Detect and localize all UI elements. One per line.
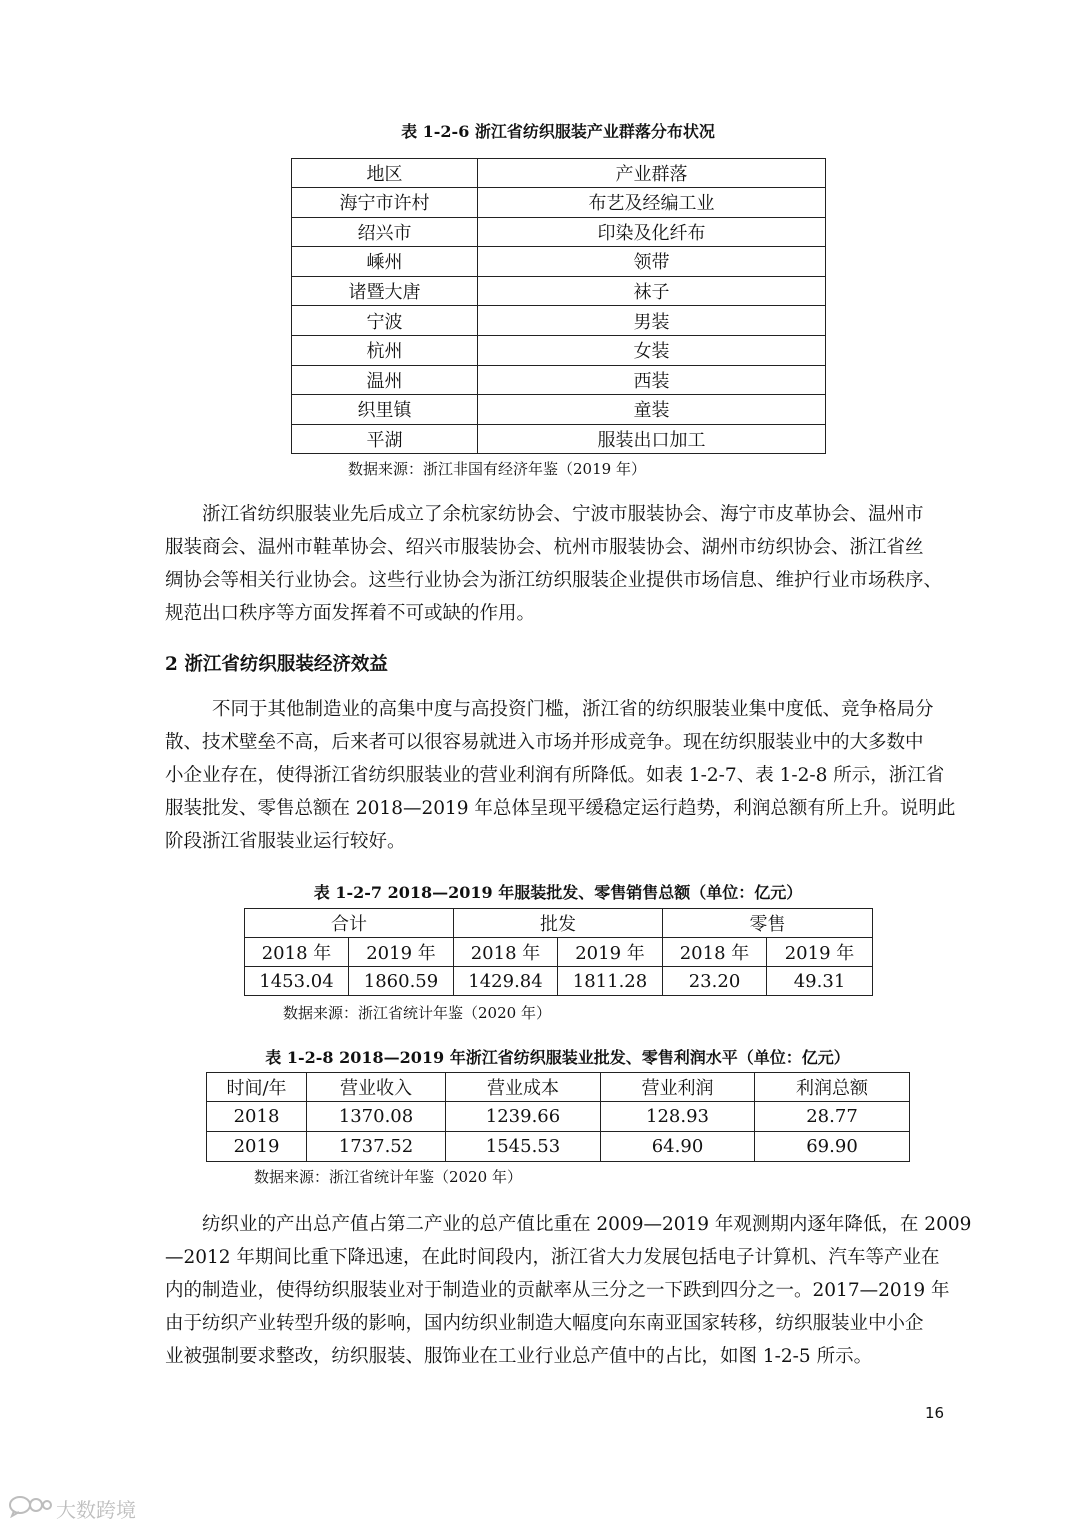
table1-cell: 宁波: [292, 306, 478, 336]
table2-cell: 23.20: [663, 967, 767, 996]
table2-group-header: 零售: [663, 909, 873, 938]
table3-caption: 表 1-2-8 2018—2019 年浙江省纺织服装业批发、零售利润水平（单位：亿元）: [265, 1048, 850, 1067]
table2-cell: 1429.84: [454, 967, 558, 996]
table1-cell: 诸暨大唐: [292, 276, 478, 306]
table2-group-header: 批发: [454, 909, 663, 938]
table2-year-header: 2018 年: [663, 938, 767, 967]
text-line: 服装批发、零售总额在 2018—2019 年总体呈现平缓稳定运行趋势，利润总额有所上升。说明此: [165, 798, 956, 819]
table1-cell: 女装: [478, 335, 826, 365]
paragraph-economic-benefit: [165, 693, 956, 858]
text-line: 内的制造业，使得纺织服装业对于制造业的贡献率从三分之一下跌到四分之一。2017—2019 年: [165, 1280, 950, 1301]
table2-cell: 1453.04: [245, 967, 349, 996]
table3-cell: 64.90: [601, 1132, 755, 1162]
text-line: —2012 年期间比重下降迅速，在此时间段内，浙江省大力发展包括电子计算机、汽车等产业在: [165, 1247, 940, 1268]
table1-caption: 表 1-2-6 浙江省纺织服装产业群落分布状况: [401, 122, 715, 141]
text-line: 阶段浙江省服装业运行较好。: [165, 831, 406, 852]
page-number: 16: [925, 1404, 945, 1422]
table3-header: 利润总额: [755, 1073, 910, 1102]
paragraph-output-share: [165, 1208, 972, 1373]
text-line: 浙江省纺织服装业先后成立了余杭家纺协会、宁波市服装协会、海宁市皮革协会、温州市: [202, 504, 924, 525]
table1-source: 数据来源：浙江非国有经济年鉴（2019 年）: [348, 460, 646, 478]
table3-cell: 128.93: [601, 1102, 755, 1132]
table3-header: 营业收入: [307, 1073, 446, 1102]
table3-cell: 1370.08: [307, 1102, 446, 1132]
table1-cell: 绍兴市: [292, 217, 478, 247]
table1-cell: 杭州: [292, 335, 478, 365]
table3-cell: 28.77: [755, 1102, 910, 1132]
table3-cell: 2019: [207, 1132, 307, 1162]
table2-cell: 49.31: [767, 967, 873, 996]
table1-cell: 海宁市许村: [292, 188, 478, 218]
text-line: 不同于其他制造业的高集中度与高投资门槛，浙江省的纺织服装业集中度低、竞争格局分: [212, 699, 934, 720]
text-line: 散、技术壁垒不高，后来者可以很容易就进入市场并形成竞争。现在纺织服装业中的大多数中: [165, 732, 924, 753]
table1-cell: 温州: [292, 365, 478, 395]
text-line: 小企业存在，使得浙江省纺织服装业的营业利润有所降低。如表 1-2-7、表 1-2-8 所示，浙江省: [165, 765, 945, 786]
table1-cell: 童装: [478, 395, 826, 425]
chat-bubble-icon: [8, 1494, 52, 1523]
text-line: 业被强制要求整改，纺织服装、服饰业在工业行业总产值中的占比，如图 1-2-5 所示。: [165, 1346, 873, 1367]
table2-year-header: 2018 年: [245, 938, 349, 967]
table2-year-header: 2018 年: [454, 938, 558, 967]
section-heading: 2 浙江省纺织服装经济效益: [165, 654, 388, 675]
text-line: 服装商会、温州市鞋革协会、绍兴市服装协会、杭州市服装协会、湖州市纺织协会、浙江省丝: [165, 537, 924, 558]
table2-cell: 1860.59: [349, 967, 454, 996]
table1-cell: 西装: [478, 365, 826, 395]
table1-cell: 嵊州: [292, 247, 478, 277]
watermark: [8, 1494, 136, 1523]
table3-profit-levels: [206, 1072, 910, 1162]
text-line: 绸协会等相关行业协会。这些行业协会为浙江纺织服装企业提供市场信息、维护行业市场秩序、: [165, 570, 943, 591]
paragraph-associations: [165, 498, 950, 630]
table3-cell: 1239.66: [446, 1102, 601, 1132]
table3-header: 时间/年: [207, 1073, 307, 1102]
table3-cell: 1545.53: [446, 1132, 601, 1162]
table2-cell: 1811.28: [558, 967, 663, 996]
text-line: 纺织业的产出总产值占第二产业的总产值比重在 2009—2019 年观测期内逐年降低，在 2009: [202, 1214, 972, 1235]
table3-cell: 2018: [207, 1102, 307, 1132]
table2-sales-totals: [244, 908, 873, 996]
table2-caption: 表 1-2-7 2018—2019 年服装批发、零售销售总额（单位：亿元）: [313, 883, 803, 902]
table2-year-header: 2019 年: [349, 938, 454, 967]
table1-cell: 平湖: [292, 424, 478, 454]
table3-header: 营业利润: [601, 1073, 755, 1102]
table1-header-cluster: 产业群落: [478, 159, 826, 188]
table2-group-header: 合计: [245, 909, 454, 938]
table1-cell: 男装: [478, 306, 826, 336]
text-line: 由于纺织产业转型升级的影响，国内纺织业制造大幅度向东南亚国家转移，纺织服装业中小企: [165, 1313, 924, 1334]
table3-source: 数据来源：浙江省统计年鉴（2020 年）: [254, 1168, 522, 1186]
table2-year-header: 2019 年: [558, 938, 663, 967]
text-line: 规范出口秩序等方面发挥着不可或缺的作用。: [165, 603, 536, 624]
table2-source: 数据来源：浙江省统计年鉴（2020 年）: [283, 1004, 551, 1022]
table1-cell: 袜子: [478, 276, 826, 306]
table1-cell: 布艺及经编工业: [478, 188, 826, 218]
table1-header-region: 地区: [292, 159, 478, 188]
table3-header: 营业成本: [446, 1073, 601, 1102]
watermark-text: 大数跨境: [56, 1498, 136, 1522]
table1-cell: 服装出口加工: [478, 424, 826, 454]
table1-cluster-distribution: [291, 158, 826, 454]
table2-year-header: 2019 年: [767, 938, 873, 967]
table1-cell: 领带: [478, 247, 826, 277]
table1-cell: 织里镇: [292, 395, 478, 425]
table1-cell: 印染及化纤布: [478, 217, 826, 247]
table3-cell: 1737.52: [307, 1132, 446, 1162]
table3-cell: 69.90: [755, 1132, 910, 1162]
